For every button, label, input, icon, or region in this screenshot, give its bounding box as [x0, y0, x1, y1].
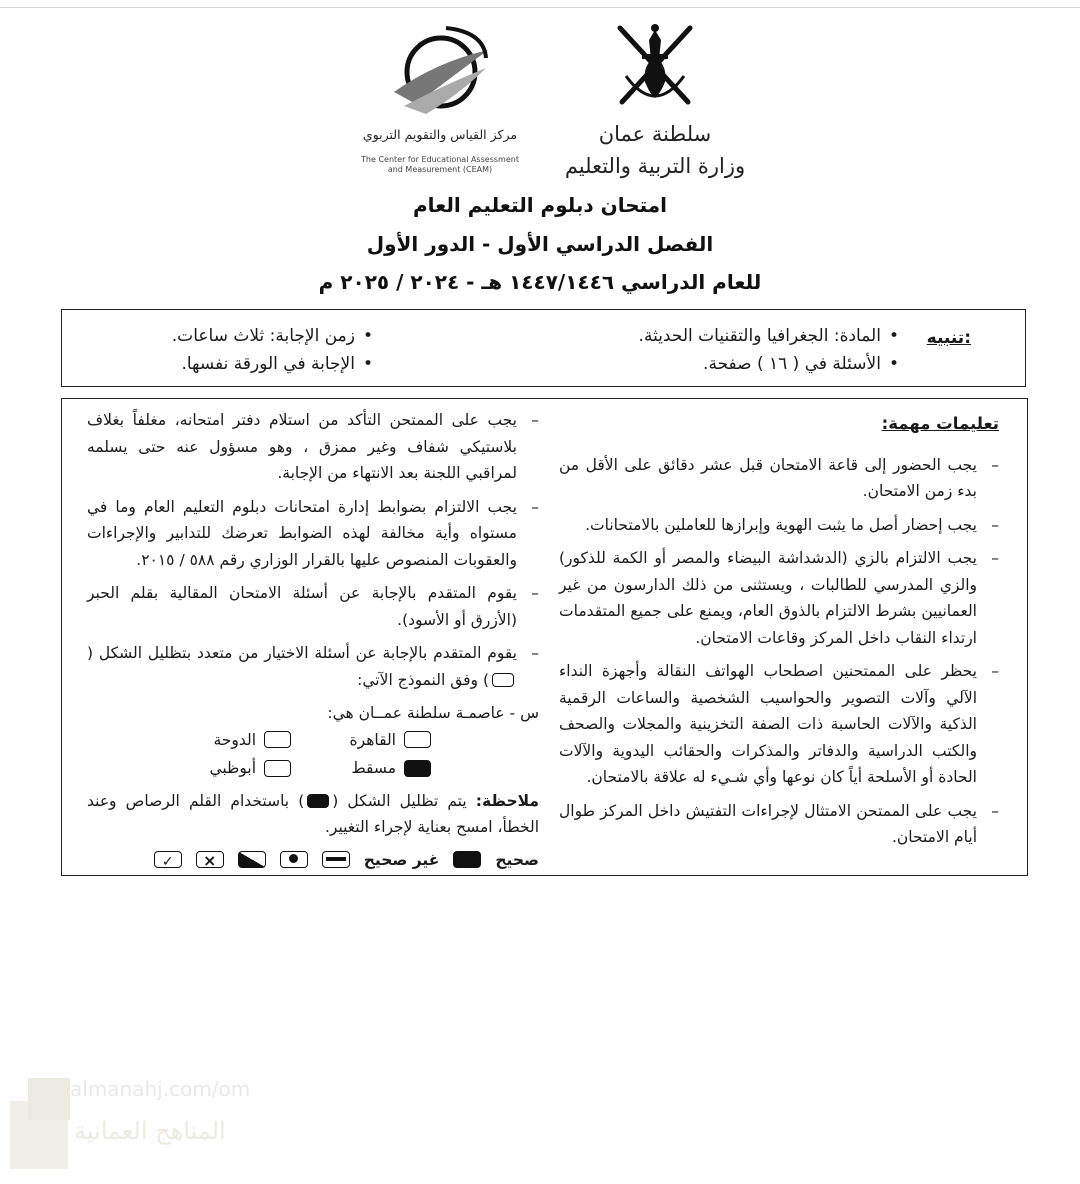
- instruction-item: – يجب على الممتحن التأكد من استلام دفتر امتحانه، مغلفاً بغلاف بلاستيكي شفاف وغير ممزق ، وهو مسؤول عنه حتى يسلمه لمراقبي اللجنة بعد الانتهاء من الإجابة.: [87, 407, 539, 487]
- notice-answer-place: •الإجابة في الورقة نفسها.: [181, 354, 373, 374]
- instruction-item: – يجب على الممتحن الامتثال لإجراءات التفتيش داخل المركز طوال أيام الامتحان.: [559, 798, 999, 851]
- watermark-name: المناهج العمانية: [74, 1117, 226, 1145]
- watermark-url: almanahj.com/om: [70, 1077, 251, 1101]
- notice-pages: •الأسئلة في ( ١٦ ) صفحة.: [703, 354, 899, 374]
- notice-subject: •المادة: الجغرافيا والتقنيات الحديثة.: [638, 326, 899, 346]
- empty-shape-icon: [492, 673, 514, 687]
- sample-options: [87, 727, 431, 782]
- option-doha: الدوحة: [151, 727, 291, 754]
- check-mark-icon: [154, 851, 182, 868]
- instructions-title: تعليمات مهمة:: [881, 414, 999, 433]
- option-abudhabi: أبوظبي: [151, 755, 291, 782]
- top-rule: [0, 7, 1080, 8]
- watermark: [10, 1075, 250, 1175]
- instruction-item: – يجب الالتزام بضوابط إدارة امتحانات دبلوم التعليم العام وما في مستواه وأية مخالفة لهذه الضوابط تعرضك للتدابير والإجراءات والعقوبات المنصوص عليها بالقرار الوزاري رقم ٥٨٨ / ٢٠١٥.: [87, 494, 539, 574]
- instructions-left-column: [87, 407, 539, 873]
- instructions-box: [61, 398, 1028, 876]
- exam-title: امتحان دبلوم التعليم العام: [412, 193, 668, 217]
- correct-label: صحيح: [495, 850, 539, 869]
- filled-shape-icon: [307, 794, 329, 808]
- shading-note: ملاحظة: يتم تظليل الشكل () باستخدام القلم الرصاص وعند الخطأ، امسح بعناية لإجراء التغيير.: [87, 791, 539, 836]
- notice-time: •زمن الإجابة: ثلاث ساعات.: [171, 326, 373, 346]
- ministry-logo: [560, 20, 750, 180]
- instruction-mcq: – يقوم المتقدم بالإجابة عن أسئلة الاختيار من متعدد بتظليل الشكل () وفق النموذج الآتي:: [87, 640, 539, 693]
- instructions-right-column: [559, 411, 999, 858]
- instruction-item: – يجب الالتزام بالزي (الدشداشة البيضاء والمصر أو الكمة للذكور) والزي المدرسي للطالبات ، ويستثنى من ذلك الدارسون من غير العمانيين بشرط الالتزام بالذوق العام، ويمنع على جميع المتقدمات ارتداء النقاب داخل المركز وقاعات الامتحان.: [559, 545, 999, 651]
- notice-label: تنبيه:: [926, 328, 971, 348]
- correct-mark-icon: [453, 851, 481, 868]
- incorrect-label: غير صحيح: [363, 850, 440, 869]
- option-cairo: القاهرة: [291, 727, 431, 754]
- half-shaded-mark-icon: [238, 851, 266, 868]
- notice-box: [61, 309, 1026, 387]
- oman-emblem-icon: [612, 20, 698, 112]
- dot-mark-icon: [280, 851, 308, 868]
- filled-bubble-icon: [404, 760, 431, 777]
- ceam-mark-icon: [386, 22, 496, 122]
- ministry-line2: وزارة التربية والتعليم: [564, 154, 746, 178]
- x-mark-icon: [196, 851, 224, 868]
- ministry-line1: سلطنة عمان: [598, 122, 712, 146]
- empty-bubble-icon: [404, 731, 431, 748]
- exam-semester: الفصل الدراسي الأول - الدور الأول: [366, 232, 714, 256]
- exam-year: للعام الدراسي ١٤٤٧/١٤٤٦ هـ - ٢٠٢٤ / ٢٠٢٥ م: [318, 270, 762, 294]
- ceam-name-en: The Center for Educational Assessment and Measurement (CEAM): [361, 155, 519, 174]
- instruction-item: – يجب الحضور إلى قاعة الامتحان قبل عشر دقائق على الأقل من بدء زمن الامتحان.: [559, 452, 999, 505]
- sample-question: س - عاصمـة سلطنة عمــان هي:: [327, 704, 539, 722]
- marking-legend: [87, 847, 539, 874]
- ceam-name-ar: مركز القياس والتقويم التربوي: [362, 127, 518, 142]
- empty-bubble-icon: [264, 731, 291, 748]
- instruction-item: – يقوم المتقدم بالإجابة عن أسئلة الامتحان المقالية بقلم الحبر (الأزرق أو الأسود).: [87, 580, 539, 633]
- instruction-item: – يجب إحضار أصل ما يثبت الهوية وإبرازها للعاملين بالامتحانات.: [559, 512, 999, 539]
- ceam-logo: [340, 22, 540, 182]
- dash-mark-icon: [322, 851, 350, 868]
- instruction-item: – يحظر على الممتحنين اصطحاب الهواتف النقالة وأجهزة النداء الآلي وآلات التصوير والحواسيب الشخصية والساعات الرقمية الذكية والآلات الحاسبة ذات الصفة التخزينية والمجلات والصحف والكتب الدراسية والدفاتر والمذكرات والحقائب اليدوية والآلات الحادة أو الأسلحة أياً كان نوعها وأي شـيء له علاقة بالامتحان.: [559, 658, 999, 791]
- empty-bubble-icon: [264, 760, 291, 777]
- watermark-logo-icon: [28, 1078, 70, 1120]
- option-muscat: مسقط: [291, 755, 431, 782]
